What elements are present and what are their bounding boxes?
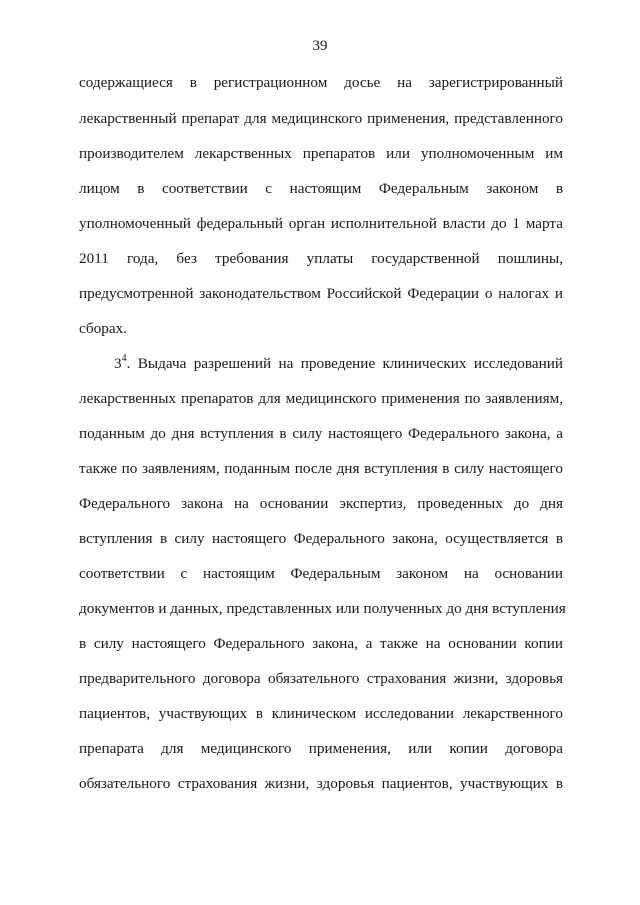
text-line: [114, 352, 563, 373]
text-line: производителем лекарственных препаратов или уполномоченным им: [79, 145, 563, 162]
text-line: также по заявлениям, поданным после дня вступления в силу настоящего: [79, 460, 563, 477]
text-line: вступления в силу настоящего Федерального закона, осуществляется в: [79, 530, 563, 547]
text-line: пациентов, участвующих в клиническом исследовании лекарственного: [79, 705, 563, 722]
page-number: 39: [312, 38, 328, 54]
text-line: лицом в соответствии с настоящим Федеральным законом в: [79, 180, 563, 197]
text-line: поданным до дня вступления в силу настоящего Федерального закона, а: [79, 425, 563, 442]
text-line: обязательного страхования жизни, здоровья пациентов, участвующих в: [79, 775, 563, 792]
text-line: Федерального закона на основании экспертиз, проведенных до дня: [79, 495, 563, 512]
text-line: препарата для медицинского применения, или копии договора: [79, 740, 563, 757]
text-line: содержащиеся в регистрационном досье на зарегистрированный: [79, 74, 563, 91]
text-line: сборах.: [79, 320, 127, 337]
text-line: соответствии с настоящим Федеральным законом на основании: [79, 565, 563, 582]
text-line: документов и данных, представленных или полученных до дня вступления: [79, 600, 566, 617]
text-line: 2011 года, без требования уплаты государственной пошлины,: [79, 250, 563, 267]
text-line: уполномоченный федеральный орган исполнительной власти до 1 марта: [79, 215, 563, 232]
text-line: предварительного договора обязательного страхования жизни, здоровья: [79, 670, 563, 687]
clause-number-superscript: 4: [121, 352, 127, 364]
text-line: в силу настоящего Федерального закона, а также на основании копии: [79, 635, 563, 652]
clause-text: . Выдача разрешений на проведение клинических исследований: [126, 355, 563, 372]
clause-number: 3: [114, 355, 122, 372]
text-line: лекарственный препарат для медицинского применения, представленного: [79, 110, 563, 127]
text-line: предусмотренной законодательством Российской Федерации о налогах и: [79, 285, 563, 302]
text-line: лекарственных препаратов для медицинского применения по заявлениям,: [79, 390, 563, 407]
